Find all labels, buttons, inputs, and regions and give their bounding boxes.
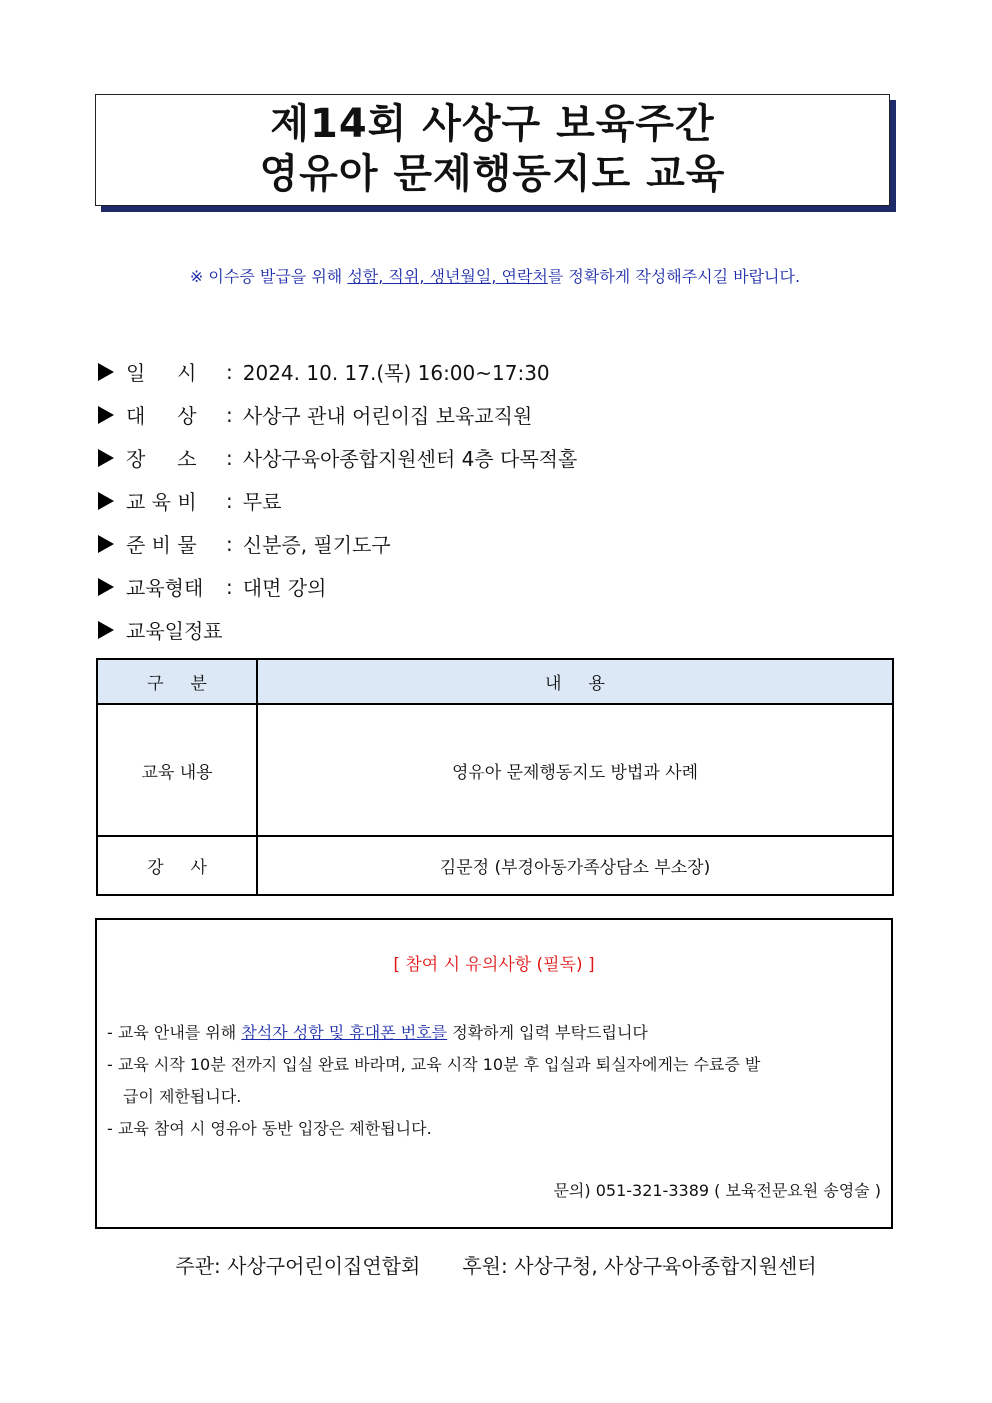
caution-highlight: 참석자 성함 및 휴대폰 번호를 (241, 1023, 448, 1042)
table-header-cell: 내 용 (257, 659, 893, 704)
table-header-cell: 구 분 (97, 659, 257, 704)
info-value: 사상구 관내 어린이집 보육교직원 (242, 404, 533, 428)
notice-text (95, 264, 895, 287)
info-row-schedule (98, 608, 577, 651)
info-sep: : (226, 488, 233, 513)
info-value: 대면 강의 (242, 576, 327, 600)
info-label: 일 시 (126, 361, 197, 385)
caution-list (97, 1017, 891, 1145)
caution-item-line: 급이 제한됩니다. (123, 1087, 242, 1106)
info-row-date (98, 350, 577, 393)
info-label: 교 육 비 (126, 490, 197, 514)
triangle-bullet-icon (98, 406, 114, 424)
info-sep: : (226, 445, 233, 470)
title-box (95, 94, 890, 206)
info-label: 대 상 (126, 404, 197, 428)
triangle-bullet-icon (98, 449, 114, 467)
caution-item (107, 1049, 881, 1113)
triangle-bullet-icon (98, 492, 114, 510)
info-label: 준 비 물 (126, 533, 197, 557)
title-line-1: 제14회 사상구 보육주간 (270, 101, 715, 147)
info-value: 신분증, 필기도구 (242, 533, 391, 557)
notice-suffix: 를 정확하게 작성해주시길 바랍니다. (547, 267, 801, 286)
table-cell: 강 사 (97, 836, 257, 895)
caution-item-prefix: - 교육 안내를 위해 (107, 1023, 242, 1042)
caution-item-suffix: 정확하게 입력 부탁드립니다 (447, 1023, 648, 1042)
title-line-2: 영유아 문제행동지도 교육 (259, 151, 726, 197)
table-header-row (97, 659, 893, 704)
caution-item (107, 1017, 881, 1049)
footer (0, 1250, 992, 1279)
info-label: 교육형태 (126, 576, 204, 600)
contact-info: 문의) 051-321-3389 ( 보육전문요원 송영술 ) (553, 1181, 881, 1200)
caution-item-line: - 교육 시작 10분 전까지 입실 완료 바라며, 교육 시작 10분 후 입실과 퇴실자에게는 수료증 발 (107, 1055, 761, 1074)
triangle-bullet-icon (98, 535, 114, 553)
info-row-fee (98, 479, 577, 522)
info-label: 장 소 (126, 447, 197, 471)
schedule-table (96, 658, 894, 896)
caution-item: - 교육 참여 시 영유아 동반 입장은 제한됩니다. (107, 1119, 432, 1138)
info-value: 사상구육아종합지원센터 4층 다목적홀 (242, 447, 578, 471)
caution-title: [ 참여 시 유의사항 (필독) ] (393, 955, 595, 975)
info-value: 2024. 10. 17.(목) 16:00~17:30 (242, 361, 550, 385)
info-row-supplies (98, 522, 577, 565)
info-list (98, 350, 577, 651)
notice-underlined: 성함, 직위, 생년월일, 연락처 (347, 267, 548, 286)
info-row-target (98, 393, 577, 436)
triangle-bullet-icon (98, 621, 114, 639)
footer-host: 주관: 사상구어린이집연합회 (175, 1254, 421, 1278)
info-sep: : (226, 574, 233, 599)
info-row-place (98, 436, 577, 479)
notice-prefix: ※ 이수증 발급을 위해 (189, 267, 348, 286)
info-sep: : (226, 359, 233, 384)
table-row (97, 704, 893, 836)
triangle-bullet-icon (98, 363, 114, 381)
info-sep: : (226, 402, 233, 427)
table-row (97, 836, 893, 895)
info-sep: : (226, 531, 233, 556)
footer-sponsor: 후원: 사상구청, 사상구육아종합지원센터 (462, 1254, 817, 1278)
info-value: 무료 (242, 490, 282, 514)
caution-box (95, 918, 893, 1229)
info-row-format (98, 565, 577, 608)
table-cell: 교육 내용 (97, 704, 257, 836)
table-cell: 영유아 문제행동지도 방법과 사례 (257, 704, 893, 836)
triangle-bullet-icon (98, 578, 114, 596)
table-cell: 김문정 (부경아동가족상담소 부소장) (257, 836, 893, 895)
info-label: 교육일정표 (126, 619, 223, 643)
